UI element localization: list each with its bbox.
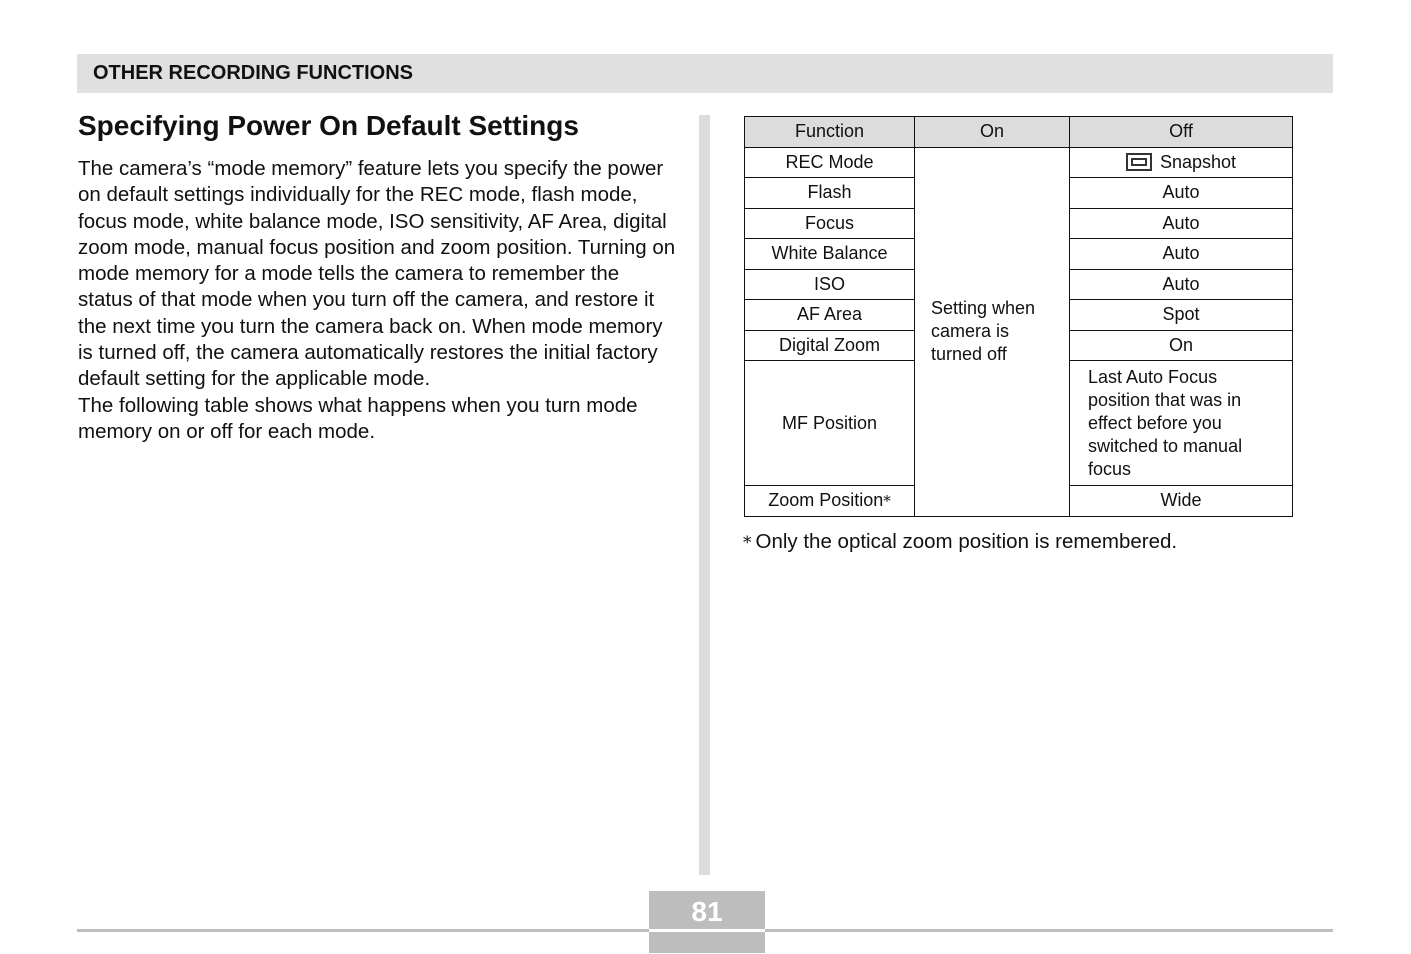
off-cell: Wide xyxy=(1070,486,1293,517)
function-cell: White Balance xyxy=(745,239,915,270)
body-paragraph: The following table shows what happens when you turn mode memory on or off for each mode. xyxy=(78,393,638,443)
section-header xyxy=(77,54,1333,93)
column-divider xyxy=(699,115,710,875)
function-cell: REC Mode xyxy=(745,147,915,178)
function-cell: MF Position xyxy=(745,361,915,486)
function-cell: ISO xyxy=(745,269,915,300)
off-line: effect before you xyxy=(1088,412,1222,433)
off-cell: Spot xyxy=(1070,300,1293,331)
off-cell: Auto xyxy=(1070,208,1293,239)
off-line: position that was in xyxy=(1088,389,1242,410)
footnote-mark: * xyxy=(743,533,752,553)
off-cell: Auto xyxy=(1070,239,1293,270)
mode-memory-table xyxy=(744,116,1293,517)
on-setting-cell xyxy=(915,147,1070,516)
off-value: Snapshot xyxy=(1159,151,1237,172)
function-label: Zoom Position xyxy=(768,490,884,511)
body-paragraph: The camera’s “mode memory” feature lets you specify the power on default settings individually for the REC mode, flash mode, focus mode, white balance mode, ISO sensitivity, AF Area, digital zoom mode, manual focus position and zoom position. Turning on mode memory for a mode tells the camera to remember the status of that mode when you turn off the camera, and restore it the next time you turn the camera back on. When mode memory is turned off, the camera automatically restores the initial factory default setting for the applicable mode. xyxy=(78,157,676,391)
off-cell: On xyxy=(1070,330,1293,361)
asterisk-mark: * xyxy=(883,492,891,511)
off-cell xyxy=(1070,361,1293,486)
off-cell xyxy=(1070,147,1293,178)
function-cell: Digital Zoom xyxy=(745,330,915,361)
footnote xyxy=(743,530,1177,554)
footnote-text: Only the optical zoom position is remembered. xyxy=(755,530,1178,553)
off-cell: Auto xyxy=(1070,178,1293,209)
off-line: Last Auto Focus xyxy=(1088,366,1218,387)
page-number-box xyxy=(649,891,765,953)
header-off: Off xyxy=(1070,117,1293,148)
function-cell: Flash xyxy=(745,178,915,209)
on-line: Setting when xyxy=(931,298,1036,318)
off-line: switched to manual xyxy=(1088,435,1243,456)
header-on: On xyxy=(915,117,1070,148)
header-function: Function xyxy=(745,117,915,148)
function-cell: AF Area xyxy=(745,300,915,331)
page-number: 81 xyxy=(691,896,723,927)
function-cell xyxy=(745,486,915,517)
on-line: camera is xyxy=(931,321,1010,341)
off-line: focus xyxy=(1088,458,1132,479)
page-title: Specifying Power On Default Settings xyxy=(78,110,579,141)
table-row xyxy=(745,147,1293,178)
off-cell: Auto xyxy=(1070,269,1293,300)
function-cell: Focus xyxy=(745,208,915,239)
page-number-gap xyxy=(649,929,765,932)
section-header-label: OTHER RECORDING FUNCTIONS xyxy=(93,62,413,84)
body-text xyxy=(78,156,678,445)
table-header-row xyxy=(745,117,1293,148)
on-line: turned off xyxy=(931,344,1007,364)
snapshot-mode-icon xyxy=(1126,153,1152,171)
